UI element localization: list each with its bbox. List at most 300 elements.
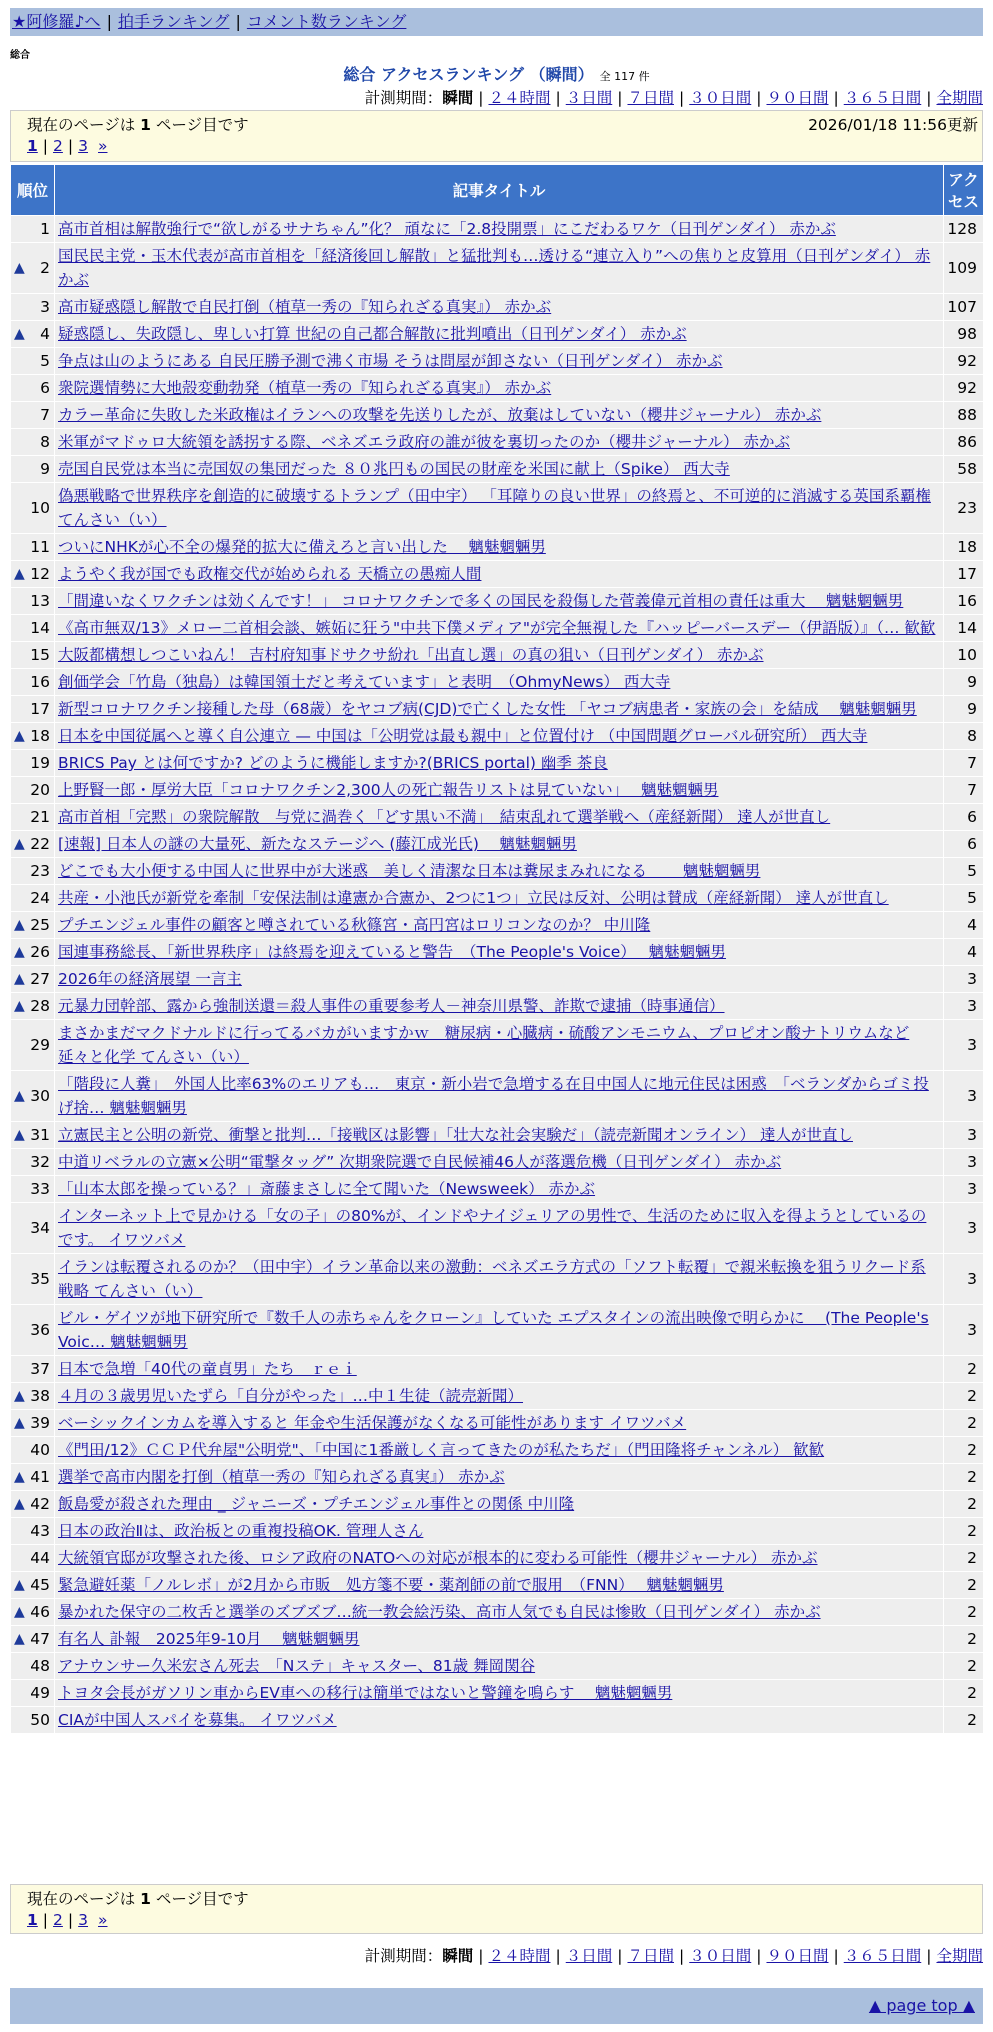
table-row xyxy=(11,1491,984,1518)
rank-number: 4 xyxy=(40,325,50,343)
article-title-link[interactable]: 緊急避妊薬「ノルレボ」が2月から市販 処方箋不要・薬剤師の前で服用 （FNN） 魑魅魍魎男 xyxy=(58,1576,724,1594)
period-link-all[interactable]: 全期間 xyxy=(936,89,983,107)
article-title-link[interactable]: 国連事務総長、「新世界秩序」は終焉を迎えていると警告 （The People's Voice） 魑魅魍魎男 xyxy=(58,943,726,961)
article-title-link[interactable]: 新型コロナワクチン接種した母（68歳）をヤコブ病(CJD)で亡くした女性 「ヤコブ病患者・家族の会」を結成 魑魅魍魎男 xyxy=(58,700,917,718)
table-row xyxy=(11,1464,984,1491)
home-link[interactable]: ★阿修羅♪へ xyxy=(12,12,101,31)
access-count-cell: 98 xyxy=(944,321,984,348)
access-count-cell: 3 xyxy=(944,1071,984,1122)
rank-number: 5 xyxy=(40,352,50,370)
article-title-link[interactable]: イランは転覆されるのか？（田中宇）イラン革命以来の激動：ベネズエラ方式の「ソフト転覆」で親米転換を狙うリクード系戦略 てんさい（い） xyxy=(58,1258,926,1300)
title-cell xyxy=(55,1305,944,1356)
article-title-link[interactable]: ついにNHKが心不全の爆発的拡大に備えろと言い出した 魑魅魍魎男 xyxy=(58,538,546,556)
rank-number: 44 xyxy=(30,1549,50,1567)
table-row xyxy=(11,723,984,750)
period-link-3d[interactable]: ３日間 xyxy=(565,1947,613,1965)
title-cell xyxy=(55,993,944,1020)
page-link-1[interactable]: 1 xyxy=(27,1911,38,1929)
access-count-cell: 16 xyxy=(944,588,984,615)
access-count-cell: 9 xyxy=(944,696,984,723)
table-row xyxy=(11,1149,984,1176)
access-count-cell: 2 xyxy=(944,1356,984,1383)
period-link-30d[interactable]: ３０日間 xyxy=(689,1947,752,1965)
rank-number: 15 xyxy=(30,646,50,664)
rank-up-arrow-icon: ▲ xyxy=(14,1388,25,1404)
title-cell xyxy=(55,1254,944,1305)
table-row xyxy=(11,885,984,912)
article-title-link[interactable]: 上野賢一郎・厚労大臣「コロナワクチン2,300人の死亡報告リストは見ていない」 魑魅魍魎男 xyxy=(58,781,719,799)
rank-number: 23 xyxy=(30,862,50,880)
rank-number: 33 xyxy=(30,1180,50,1198)
title-cell xyxy=(55,1680,944,1707)
title-cell xyxy=(55,456,944,483)
table-row xyxy=(11,1626,984,1653)
table-row xyxy=(11,348,984,375)
current-page-text: 現在のページは 1 ページ目です xyxy=(27,1890,249,1908)
rank-cell xyxy=(11,294,55,321)
title-cell xyxy=(55,831,944,858)
rank-cell xyxy=(11,1545,55,1572)
table-row xyxy=(11,669,984,696)
rank-cell xyxy=(11,831,55,858)
page-link-3[interactable]: 3 xyxy=(78,1911,89,1929)
title-cell xyxy=(55,1599,944,1626)
period-link-365d[interactable]: ３６５日間 xyxy=(843,89,922,107)
rank-cell xyxy=(11,669,55,696)
rank-cell xyxy=(11,777,55,804)
title-cell xyxy=(55,615,944,642)
article-title-link[interactable]: アナウンサー久米宏さん死去 「Nステ」キャスター、81歳 舞岡関谷 xyxy=(58,1657,536,1675)
table-row xyxy=(11,456,984,483)
article-title-link[interactable]: カラー革命に失敗した米政権はイランへの攻撃を先送りしたが、放棄はしていない（櫻井ジャーナル） 赤かぶ xyxy=(58,406,822,424)
rank-number: 14 xyxy=(30,619,50,637)
access-count-cell: 2 xyxy=(944,1599,984,1626)
rank-number: 25 xyxy=(30,916,50,934)
rank-column-header: 順位 xyxy=(11,165,55,216)
page-link-1[interactable]: 1 xyxy=(27,137,38,155)
title-cell xyxy=(55,1122,944,1149)
title-cell xyxy=(55,375,944,402)
access-count-cell: 17 xyxy=(944,561,984,588)
rank-number: 22 xyxy=(30,835,50,853)
title-cell xyxy=(55,1176,944,1203)
period-link-all[interactable]: 全期間 xyxy=(936,1947,983,1965)
title-cell xyxy=(55,1071,944,1122)
applause-ranking-link[interactable]: 拍手ランキング xyxy=(117,12,230,31)
table-row xyxy=(11,1707,984,1734)
rank-cell xyxy=(11,1305,55,1356)
rank-cell xyxy=(11,1653,55,1680)
article-title-link[interactable]: 高市首相は解散強行で“欲しがるサナちゃん”化？ 頑なに「2.8投開票」にこだわるワケ（日刊ゲンダイ） 赤かぶ xyxy=(58,220,836,238)
table-row xyxy=(11,1020,984,1071)
period-current: 瞬間 xyxy=(442,1947,474,1965)
article-title-link[interactable]: 高市疑惑隠し解散で自民打倒（植草一秀の『知られざる真実』） 赤かぶ xyxy=(58,298,552,316)
rank-cell xyxy=(11,1254,55,1305)
article-title-link[interactable]: 疑惑隠し、失政隠し、卑しい打算 世紀の自己都合解散に批判噴出（日刊ゲンダイ） 赤かぶ xyxy=(58,325,687,343)
title-cell xyxy=(55,402,944,429)
access-count-cell: 5 xyxy=(944,858,984,885)
rank-cell xyxy=(11,1599,55,1626)
title-cell xyxy=(55,777,944,804)
article-title-link[interactable]: プチエンジェル事件の顧客と噂されている秋篠宮・高円宮はロリコンなのか？ 中川隆 xyxy=(58,916,651,934)
article-title-link[interactable]: 元暴力団幹部、露から強制送還＝殺人事件の重要参考人－神奈川県警、詐欺で逮捕（時事通信） xyxy=(58,997,725,1015)
table-row xyxy=(11,561,984,588)
table-row xyxy=(11,429,984,456)
article-title-link[interactable]: 飯島愛が殺された理由 _ ジャニーズ・プチエンジェル事件との関係 中川隆 xyxy=(58,1495,575,1513)
title-cell xyxy=(55,321,944,348)
article-title-link[interactable]: ようやく我が国でも政権交代が始められる 天橋立の愚痴人間 xyxy=(58,565,482,583)
article-title-link[interactable]: ４月の３歳男児いたずら「自分がやった」…中１生徒（読売新聞） xyxy=(58,1387,524,1405)
rank-number: 47 xyxy=(30,1630,50,1648)
article-title-link[interactable]: 「山本太郎を操っている？」斎藤まさしに全て聞いた（Newsweek） 赤かぶ xyxy=(58,1180,596,1198)
rank-number: 38 xyxy=(30,1387,50,1405)
page-link-3[interactable]: 3 xyxy=(78,137,89,155)
access-count-cell: 2 xyxy=(944,1437,984,1464)
period-label: 計測期間： xyxy=(364,89,443,107)
title-cell xyxy=(55,1518,944,1545)
rank-number: 31 xyxy=(30,1126,50,1144)
rank-cell xyxy=(11,1203,55,1254)
rank-number: 12 xyxy=(30,565,50,583)
rank-number: 36 xyxy=(30,1321,50,1339)
title-cell xyxy=(55,669,944,696)
rank-number: 7 xyxy=(40,406,50,424)
rank-up-arrow-icon: ▲ xyxy=(14,1415,25,1431)
article-title-link[interactable]: 《門田/12》ＣＣＰ代弁屋"公明党"、「中国に1番厳しく言ってきたのが私たちだ」（門田隆将チャンネル） 歓歓 xyxy=(58,1441,825,1459)
access-count-cell: 2 xyxy=(944,1626,984,1653)
rank-number: 20 xyxy=(30,781,50,799)
title-cell xyxy=(55,642,944,669)
table-row xyxy=(11,642,984,669)
rank-cell xyxy=(11,993,55,1020)
rank-cell xyxy=(11,375,55,402)
table-row xyxy=(11,1305,984,1356)
access-count-cell: 18 xyxy=(944,534,984,561)
article-title-link[interactable]: 米軍がマドゥロ大統領を誘拐する際、ベネズエラ政府の誰が彼を裏切ったのか（櫻井ジャーナル） 赤かぶ xyxy=(58,433,790,451)
rank-number: 35 xyxy=(30,1270,50,1288)
access-count-cell: 2 xyxy=(944,1491,984,1518)
article-title-link[interactable]: 売国自民党は本当に売国奴の集団だった ８０兆円もの国民の財産を米国に献上（Spike） 西大寺 xyxy=(58,460,730,478)
page-top-link[interactable]: ▲ page top ▲ xyxy=(868,1996,975,2015)
table-row xyxy=(11,1653,984,1680)
access-count-cell: 8 xyxy=(944,723,984,750)
page-title: 総合 アクセスランキング （瞬間） xyxy=(343,65,594,84)
access-count-cell: 7 xyxy=(944,750,984,777)
period-link-24h[interactable]: ２４時間 xyxy=(488,1947,551,1965)
page-link-2[interactable]: 2 xyxy=(53,1911,63,1929)
period-current: 瞬間 xyxy=(442,89,474,107)
top-nav-bar xyxy=(10,8,983,36)
rank-number: 48 xyxy=(30,1657,50,1675)
rank-up-arrow-icon: ▲ xyxy=(14,944,25,960)
title-cell xyxy=(55,1020,944,1071)
title-cell xyxy=(55,534,944,561)
rank-cell xyxy=(11,216,55,243)
rank-up-arrow-icon: ▲ xyxy=(14,1604,25,1620)
rank-cell xyxy=(11,642,55,669)
title-cell xyxy=(55,1203,944,1254)
rank-cell xyxy=(11,858,55,885)
table-row xyxy=(11,750,984,777)
article-title-link[interactable]: まさかまだマクドナルドに行ってるバカがいますかｗ 糖尿病・心臓病・硫酸アンモニウム、プロピオン酸ナトリウムなど延々と化学 てんさい（い） xyxy=(58,1024,910,1066)
access-count-cell: 58 xyxy=(944,456,984,483)
title-cell xyxy=(55,885,944,912)
rank-number: 27 xyxy=(30,970,50,988)
pager-bottom xyxy=(10,1884,983,1934)
access-count-cell: 23 xyxy=(944,483,984,534)
table-row xyxy=(11,858,984,885)
rank-up-arrow-icon: ▲ xyxy=(14,728,25,744)
article-title-link[interactable]: 衆院選情勢に大地殻変動勃発（植草一秀の『知られざる真実』） 赤かぶ xyxy=(58,379,552,397)
updated-timestamp: 2026/01/18 11:56更新 xyxy=(808,116,978,134)
period-link-30d[interactable]: ３０日間 xyxy=(689,89,752,107)
article-title-link[interactable]: トヨタ会長がガソリン車からEV車への移行は簡単ではないと警鐘を鳴らす 魑魅魍魎男 xyxy=(58,1684,673,1702)
rank-number: 13 xyxy=(30,592,50,610)
access-count-cell: 2 xyxy=(944,1707,984,1734)
rank-cell xyxy=(11,1437,55,1464)
rank-cell xyxy=(11,885,55,912)
table-row xyxy=(11,1437,984,1464)
article-title-link[interactable]: 「階段に人糞」 外国人比率63%のエリアも… 東京・新小岩で急増する在日中国人に地元住民は困惑 「ベランダからゴミ投げ捨… 魑魅魍魎男 xyxy=(58,1075,929,1117)
rank-number: 37 xyxy=(30,1360,50,1378)
access-count-cell: 92 xyxy=(944,348,984,375)
rank-number: 26 xyxy=(30,943,50,961)
title-cell xyxy=(55,216,944,243)
article-title-link[interactable]: 中道リベラルの立憲×公明“電撃タッグ” 次期衆院選で自民候補46人が落選危機（日刊ゲンダイ） 赤かぶ xyxy=(58,1153,782,1171)
rank-up-arrow-icon: ▲ xyxy=(14,1127,25,1143)
rank-cell xyxy=(11,321,55,348)
article-title-link[interactable]: 大統領官邸が攻撃された後、ロシア政府のNATOへの対応が根本的に変わる可能性（櫻井ジャーナル） 赤かぶ xyxy=(58,1549,818,1567)
access-count-cell: 3 xyxy=(944,1305,984,1356)
access-count-cell: 14 xyxy=(944,615,984,642)
access-count-cell: 109 xyxy=(944,243,984,294)
title-cell xyxy=(55,1572,944,1599)
title-cell xyxy=(55,1491,944,1518)
period-link-365d[interactable]: ３６５日間 xyxy=(843,1947,922,1965)
rank-number: 11 xyxy=(30,538,50,556)
rank-number: 18 xyxy=(30,727,50,745)
access-count-cell: 5 xyxy=(944,885,984,912)
table-row xyxy=(11,966,984,993)
article-title-link[interactable]: 日本の政治Ⅱは、政治板との重複投稿OK. 管理人さん xyxy=(58,1522,424,1540)
access-count-cell: 128 xyxy=(944,216,984,243)
pager-top xyxy=(10,110,983,162)
article-title-link[interactable]: BRICS Pay とは何ですか? どのように機能しますか?(BRICS portal) 幽季 茶良 xyxy=(58,754,608,772)
rank-number: 41 xyxy=(30,1468,50,1486)
article-title-link[interactable]: 暴かれた保守の二枚舌と選挙のズブズブ…統一教会絵汚染、高市人気でも自民は惨敗（日刊ゲンダイ） 赤かぶ xyxy=(58,1603,821,1621)
rank-cell xyxy=(11,804,55,831)
period-link-90d[interactable]: ９０日間 xyxy=(766,89,829,107)
rank-number: 9 xyxy=(40,460,50,478)
article-title-link[interactable]: [速報] 日本人の謎の大量死、新たなステージへ (藤江成光氏) 魑魅魍魎男 xyxy=(58,835,577,853)
rank-cell xyxy=(11,1122,55,1149)
rank-up-arrow-icon: ▲ xyxy=(14,1496,25,1512)
access-count-cell: 2 xyxy=(944,1410,984,1437)
article-title-link[interactable]: インターネット上で見かける「女の子」の80%が、インドやナイジェリアの男性で、生活のために収入を得ようとしているのです。 イワツバメ xyxy=(58,1207,927,1249)
article-title-link[interactable]: 大阪都構想しつこいねん！ 吉村府知事ドサクサ紛れ「出直し選」の真の狙い（日刊ゲンダイ） 赤かぶ xyxy=(58,646,764,664)
rank-number: 19 xyxy=(30,754,50,772)
access-count-cell: 2 xyxy=(944,1680,984,1707)
table-row xyxy=(11,1254,984,1305)
period-link-7d[interactable]: ７日間 xyxy=(627,89,674,107)
title-cell xyxy=(55,429,944,456)
rank-number: 45 xyxy=(30,1576,50,1594)
article-title-link[interactable]: 創価学会「竹島（独島）は韓国領土だと考えています」と表明 （OhmyNews） 西大寺 xyxy=(58,673,671,691)
article-title-link[interactable]: 日本で急増「40代の童貞男」たち ｒｅｉ xyxy=(58,1360,357,1378)
rank-cell xyxy=(11,1071,55,1122)
table-row xyxy=(11,696,984,723)
period-link-3d[interactable]: ３日間 xyxy=(565,89,613,107)
page-links: 1 | 2 | 3 » xyxy=(27,1911,108,1929)
rank-cell xyxy=(11,1383,55,1410)
title-cell xyxy=(55,723,944,750)
table-row xyxy=(11,777,984,804)
rank-cell xyxy=(11,348,55,375)
title-cell xyxy=(55,348,944,375)
article-title-link[interactable]: 2026年の経済展望 一言主 xyxy=(58,970,242,988)
title-cell xyxy=(55,1437,944,1464)
period-link-90d[interactable]: ９０日間 xyxy=(766,1947,829,1965)
rank-up-arrow-icon: ▲ xyxy=(14,1631,25,1647)
title-cell xyxy=(55,1545,944,1572)
ranking-table-body xyxy=(11,216,984,1734)
category-label: 総合 xyxy=(10,50,30,61)
table-row xyxy=(11,1680,984,1707)
access-count-cell: 3 xyxy=(944,1149,984,1176)
access-count-cell: 6 xyxy=(944,804,984,831)
article-title-link[interactable]: 共産・小池氏が新党を牽制「安保法制は違憲か合憲か、2つに1つ」立民は反対、公明は賛成（産経新聞） 達人が世直し xyxy=(58,889,889,907)
comment-ranking-link[interactable]: コメント数ランキング xyxy=(246,12,407,31)
access-count-cell: 2 xyxy=(944,1572,984,1599)
rank-cell xyxy=(11,1518,55,1545)
table-row xyxy=(11,243,984,294)
rank-cell xyxy=(11,483,55,534)
table-row xyxy=(11,939,984,966)
article-title-link[interactable]: 選挙で高市内閣を打倒（植草一秀の『知られざる真実』） 赤かぶ xyxy=(58,1468,505,1486)
title-cell xyxy=(55,1383,944,1410)
table-row xyxy=(11,804,984,831)
article-title-link[interactable]: 「間違いなくワクチンは効くんです！」 コロナワクチンで多くの国民を殺傷した菅義偉元首相の責任は重大 魑魅魍魎男 xyxy=(58,592,904,610)
table-row xyxy=(11,1572,984,1599)
access-count-cell: 3 xyxy=(944,1122,984,1149)
article-title-link[interactable]: 有名人 訃報 2025年9-10月 魑魅魍魎男 xyxy=(58,1630,360,1648)
rank-number: 42 xyxy=(30,1495,50,1513)
table-row xyxy=(11,1203,984,1254)
article-title-link[interactable]: ベーシックインカムを導入すると 年金や生活保護がなくなる可能性があります イワツバメ xyxy=(58,1414,687,1432)
access-count-cell: 4 xyxy=(944,939,984,966)
rank-cell xyxy=(11,1356,55,1383)
rank-cell xyxy=(11,1410,55,1437)
title-cell xyxy=(55,588,944,615)
table-row xyxy=(11,216,984,243)
rank-up-arrow-icon: ▲ xyxy=(14,917,25,933)
rank-cell xyxy=(11,1176,55,1203)
period-selector-bottom: 計測期間：瞬間 | ２４時間 | ３日間 | ７日間 | ３０日間 | ９０日間 | ３６５日間 | 全期間 xyxy=(364,1947,983,1965)
rank-number: 39 xyxy=(30,1414,50,1432)
title-cell xyxy=(55,1356,944,1383)
title-cell xyxy=(55,1410,944,1437)
period-selector-top: 計測期間：瞬間 | ２４時間 | ３日間 | ７日間 | ３０日間 | ９０日間 | ３６５日間 | 全期間 xyxy=(364,89,983,107)
rank-cell xyxy=(11,1491,55,1518)
article-title-link[interactable]: CIAが中国人スパイを募集。 イワツバメ xyxy=(58,1711,337,1729)
table-row xyxy=(11,321,984,348)
article-title-link[interactable]: 立憲民主と公明の新党、衝撃と批判…「接戦区は影響」「壮大な社会実験だ」（読売新聞オンライン） 達人が世直し xyxy=(58,1126,853,1144)
table-row xyxy=(11,912,984,939)
rank-number: 1 xyxy=(40,220,50,238)
article-title-link[interactable]: 偽悪戦略で世界秩序を創造的に破壊するトランプ（田中宇） 「耳障りの良い世界」の終焉と、不可逆的に消滅する英国系覇権 てんさい（い） xyxy=(58,487,931,529)
next-page-link[interactable]: » xyxy=(98,137,108,155)
rank-cell xyxy=(11,534,55,561)
rank-number: 49 xyxy=(30,1684,50,1702)
title-cell xyxy=(55,858,944,885)
table-row xyxy=(11,588,984,615)
article-title-link[interactable]: 日本を中国従属へと導く自公連立 — 中国は「公明党は最も親中」と位置付け （中国問題グローバル研究所） 西大寺 xyxy=(58,727,868,745)
access-count-cell: 2 xyxy=(944,1653,984,1680)
table-row xyxy=(11,1356,984,1383)
rank-cell xyxy=(11,1572,55,1599)
rank-number: 17 xyxy=(30,700,50,718)
access-count-cell: 2 xyxy=(944,1518,984,1545)
table-row xyxy=(11,1545,984,1572)
table-row xyxy=(11,294,984,321)
rank-up-arrow-icon: ▲ xyxy=(14,836,25,852)
article-title-link[interactable]: 争点は山のようにある 自民圧勝予測で沸く市場 そうは問屋が卸さない（日刊ゲンダイ） 赤かぶ xyxy=(58,352,723,370)
rank-number: 2 xyxy=(40,259,50,277)
total-count: 全 117 件 xyxy=(599,70,650,83)
table-row xyxy=(11,1071,984,1122)
table-row xyxy=(11,1383,984,1410)
period-link-24h[interactable]: ２４時間 xyxy=(488,89,551,107)
rank-cell xyxy=(11,1707,55,1734)
rank-cell xyxy=(11,588,55,615)
table-row xyxy=(11,993,984,1020)
access-count-cell: 3 xyxy=(944,1203,984,1254)
rank-number: 6 xyxy=(40,379,50,397)
rank-cell xyxy=(11,696,55,723)
access-count-cell: 2 xyxy=(944,1545,984,1572)
rank-number: 50 xyxy=(30,1711,50,1729)
rank-up-arrow-icon: ▲ xyxy=(14,998,25,1014)
period-link-7d[interactable]: ７日間 xyxy=(627,1947,674,1965)
article-title-link[interactable]: 高市首相「完黙」の衆院解散 与党に渦巻く「どす黒い不満」 結束乱れて選挙戦へ（産経新聞） 達人が世直し xyxy=(58,808,831,826)
rank-cell xyxy=(11,966,55,993)
page-link-2[interactable]: 2 xyxy=(53,137,63,155)
access-count-cell: 3 xyxy=(944,966,984,993)
article-title-link[interactable]: 国民民主党・玉木代表が高市首相を「経済後回し解散」と猛批判も…透ける“連立入り”への焦りと皮算用（日刊ゲンダイ） 赤かぶ xyxy=(58,247,931,289)
access-count-cell: 2 xyxy=(944,1383,984,1410)
access-count-cell: 2 xyxy=(944,1464,984,1491)
next-page-link[interactable]: » xyxy=(98,1911,108,1929)
access-count-cell: 107 xyxy=(944,294,984,321)
title-cell xyxy=(55,1149,944,1176)
rank-number: 29 xyxy=(30,1036,50,1054)
rank-number: 32 xyxy=(30,1153,50,1171)
rank-number: 30 xyxy=(30,1087,50,1105)
article-title-link[interactable]: ビル・ゲイツが地下研究所で『数千人の赤ちゃんをクローン』していた エプスタインの流出映像で明らかに (The People's Voic… 魑魅魍魎男 xyxy=(58,1309,929,1351)
rank-up-arrow-icon: ▲ xyxy=(14,1469,25,1485)
title-cell xyxy=(55,912,944,939)
access-count-cell: 7 xyxy=(944,777,984,804)
article-title-link[interactable]: 《高市無双/13》メロー二首相会談、嫉妬に狂う"中共下僕メディア"が完全無視した『ハッピーバースデー（伊語版）』（… 歓歓 xyxy=(58,619,936,637)
title-cell xyxy=(55,243,944,294)
bottom-bar xyxy=(10,1988,983,2024)
article-title-link[interactable]: どこでも大小便する中国人に世界中が大迷惑 美しく清潔な日本は糞尿まみれになる 魑魅魍魎男 xyxy=(58,862,761,880)
table-row xyxy=(11,402,984,429)
table-row xyxy=(11,1410,984,1437)
nav-separator: | xyxy=(106,12,112,31)
nav-separator: | xyxy=(235,12,241,31)
access-count-cell: 10 xyxy=(944,642,984,669)
